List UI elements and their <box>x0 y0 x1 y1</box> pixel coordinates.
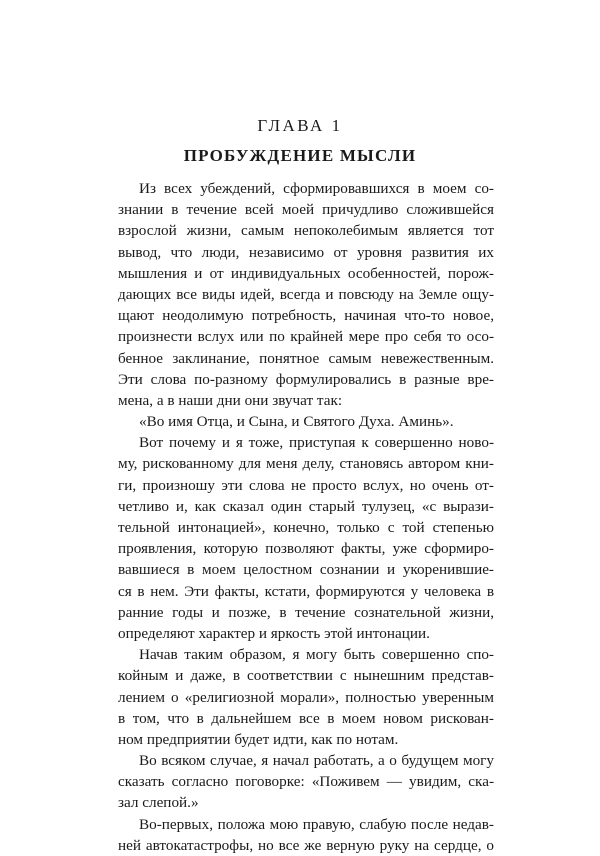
text-line: му, рискованному для меня делу, становясь автором кни- <box>118 455 494 473</box>
text-line: знании в течение всей моей причудливо сложившейся <box>118 201 494 219</box>
text-line: койным и даже, в соответствии с нынешним представ- <box>118 667 494 685</box>
chapter-number: ГЛАВА 1 <box>257 116 343 135</box>
text-line: мышления и от индивидуальных особенностей, порож- <box>118 264 494 282</box>
text-line: зал слепой.» <box>118 794 199 812</box>
text-line: вывод, что люди, независимо от уровня развития их <box>118 243 494 261</box>
text-line: тельной интонацией», конечно, только с той степенью <box>118 519 494 536</box>
text-line: ся в нем. Эти факты, кстати, формируются у человека в <box>118 582 494 600</box>
text-line: в том, что в дальнейшем все в моем новом рискован- <box>118 709 494 727</box>
text-line: взрослой жизни, самым непоколебимым является тот <box>118 222 494 240</box>
text-line: проявления, которую позволяют факты, уже сформиро- <box>118 540 494 558</box>
text-line: четливо и, как сказал один старый тулузец, «с вырази- <box>118 497 494 515</box>
text-line: ранние годы и позже, в течение сознательной жизни, <box>118 603 494 621</box>
text-line: сказать согласно поговорке: «Поживем — увидим, ска- <box>118 773 494 791</box>
text-line: Начав таким образом, я могу быть совершенно спо- <box>139 646 494 664</box>
text-line: мена, а в наши дни они звучат так: <box>118 391 343 409</box>
text-line: Вот почему и я тоже, приступая к совершенно ново- <box>139 434 494 452</box>
body-text <box>118 178 494 856</box>
text-line: Во-первых, положа мою правую, слабую после недав- <box>139 815 494 833</box>
text-line: ном предприятии будет идти, как по нотам. <box>118 730 399 748</box>
text-line: Из всех убеждений, сформировавшихся в моем со- <box>139 180 494 197</box>
chapter-title: ПРОБУЖДЕНИЕ МЫСЛИ <box>183 146 417 165</box>
text-line: ней автокатастрофы, но все же верную руку на сердце, о <box>118 836 494 854</box>
text-line: произнести вслух или по крайней мере про себя то осо- <box>118 328 494 346</box>
text-line: щают неодолимую потребность, начиная что-то новое, <box>118 307 494 325</box>
text-line: лением о «религиозной морали», полностью уверенным <box>118 688 494 706</box>
text-line: «Во имя Отца, и Сына, и Святого Духа. Аминь». <box>139 413 454 431</box>
text-line: бенное заклинание, понятное самым невежественным. <box>118 349 494 367</box>
text-line: вавшиеся в моем целостном сознании и укоренившие- <box>118 561 494 579</box>
text-line: дающих все виды идей, всегда и повсюду на Земле ощу- <box>118 285 494 303</box>
text-line: Во всяком случае, я начал работать, а о будущем могу <box>139 752 494 770</box>
text-line: ги, произношу эти слова не просто вслух, но очень от- <box>118 476 494 494</box>
text-line: Эти слова по-разному формулировались в разные вре- <box>118 370 494 388</box>
text-line: определяют характер и яркость этой интонации. <box>118 624 430 642</box>
